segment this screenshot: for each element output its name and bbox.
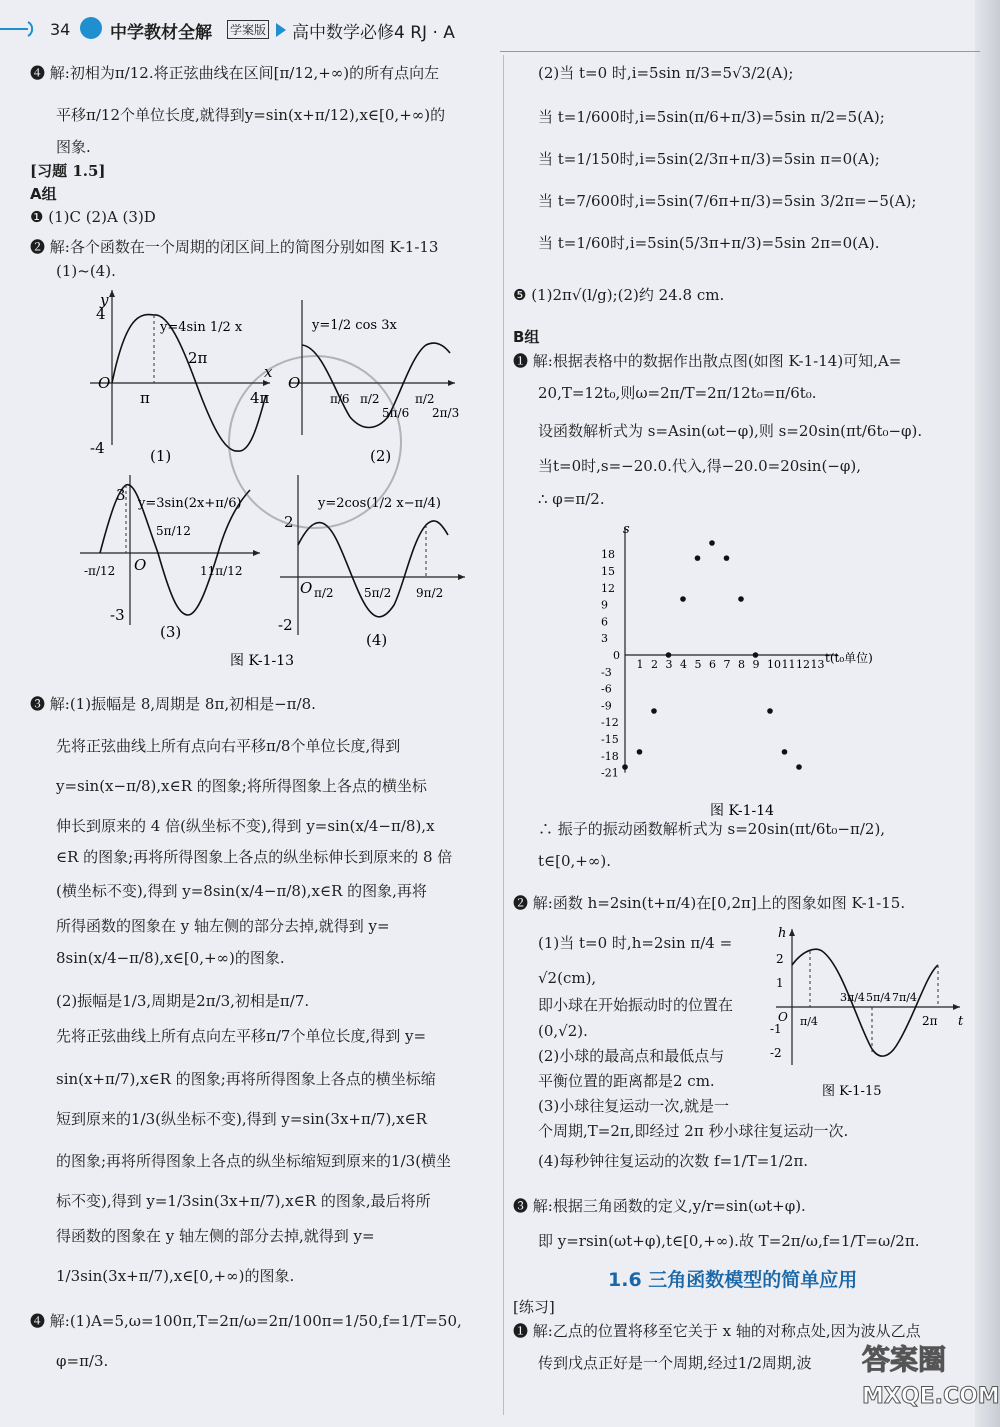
group-a-label: A组 (30, 185, 57, 203)
y-tick-label: 15 (601, 565, 615, 578)
y-tick: -2 (278, 616, 293, 634)
answer-line: φ=π/3. (56, 1352, 109, 1370)
x-tick: π/2 (415, 392, 435, 406)
y-tick: 4 (96, 305, 106, 323)
column-divider (503, 55, 504, 1415)
answer-line: 即小球在开始振动时的位置在 (538, 996, 734, 1014)
y-tick-label: -21 (601, 766, 619, 780)
data-point (753, 652, 759, 658)
answer-line: ❷ 解:函数 h=2sin(t+π/4)在[0,2π]上的图象如图 K-1-15. (513, 894, 906, 912)
x-tick-label: 12 (796, 658, 810, 671)
answer-line: 即 y=rsin(ωt+φ),t∈[0,+∞).故 T=2π/ω,f=1/T=ω/2π. (538, 1232, 920, 1250)
figure-k-1-15 (762, 925, 972, 1100)
answer-line: ∴ 振子的振动函数解析式为 s=20sin(πt/6t₀−π/2), (538, 820, 886, 838)
x-tick: 3π/4 (840, 991, 865, 1004)
x-tick: π/6 (330, 392, 350, 406)
book-title: 高中数学必修4 RJ · A (292, 23, 455, 43)
x-tick-label: 3 (665, 658, 673, 671)
corner-watermark-logo (862, 1338, 1000, 1418)
y-tick: -3 (110, 606, 125, 624)
answer-line: 平移π/12个单位长度,就得到y=sin(x+π/12),x∈[0,+∞)的 (56, 106, 446, 124)
answer-line: 8sin(x/4−π/8),x∈[0,+∞)的图象. (56, 949, 285, 967)
answer-line: 20,T=12t₀,则ω=2π/T=2π/12t₀=π/6t₀. (538, 384, 817, 402)
page-header (0, 14, 1000, 48)
x-tick: π/4 (800, 1015, 818, 1028)
answer-line: 当 t=7/600时,i=5sin(7/6π+π/3)=5sin 3/2π=−5(A); (538, 192, 917, 210)
answer-line: (2)小球的最高点和最低点与 (538, 1047, 725, 1065)
data-point (709, 540, 715, 546)
x-tick-label: 5 (694, 658, 702, 671)
y-tick-label: 18 (601, 548, 615, 562)
answer-line: 1/3sin(3x+π/7),x∈[0,+∞)的图象. (56, 1267, 295, 1285)
answer-line: ❸ 解:根据三角函数的定义,y/r=sin(ωt+φ). (513, 1197, 806, 1215)
origin-label: O (98, 374, 111, 392)
exercise-header: [习题 1.5] (30, 162, 106, 180)
y-tick-label: 3 (601, 632, 608, 646)
data-point (666, 652, 672, 658)
origin-label: O (134, 556, 147, 574)
answer-line: ❹ 解:初相为π/12.将正弦曲线在区间[π/12,+∞)的所有点向左 (30, 64, 440, 82)
answer-line: (4)每秒钟往复运动的次数 f=1/T=1/2π. (538, 1152, 809, 1170)
answer-line: (3)小球往复运动一次,就是一 (538, 1097, 730, 1115)
triangle-icon (276, 23, 286, 37)
series-title: 中学教材全解 (110, 23, 212, 43)
data-point (767, 708, 773, 714)
answer-line: 伸长到原来的 4 倍(纵坐标不变),得到 y=sin(x/4−π/8),x (56, 817, 435, 835)
x-tick: 5π/6 (382, 406, 410, 420)
y-axis-label: h (778, 926, 787, 941)
data-point (695, 555, 701, 561)
answer-line: (1)~(4). (56, 262, 116, 280)
answer-line: 得函数的图象在 y 轴左侧的部分去掉,就得到 y= (56, 1227, 375, 1245)
answer-line: 图象. (56, 138, 91, 156)
y-tick: 2 (284, 513, 294, 531)
answer-line: ❺ (1)2π√(l/g);(2)约 24.8 cm. (513, 286, 725, 304)
equation: y=3sin(2x+π/6) (138, 496, 242, 511)
figure-k-1-14-scatter (585, 515, 915, 820)
answer-line: t∈[0,+∞). (538, 852, 611, 870)
x-tick-label: 4 (680, 658, 687, 671)
x-axis-label: t (958, 1014, 964, 1029)
figure-caption: 图 K-1-14 (710, 803, 775, 819)
data-point (724, 555, 730, 561)
equation: y=4sin 1/2 x (160, 320, 243, 335)
x-axis-label: t(t₀单位) (825, 651, 873, 665)
y-tick-label: -15 (601, 733, 619, 746)
answer-line: 先将正弦曲线上所有点向右平移π/8个单位长度,得到 (56, 737, 401, 755)
answer-line: (1)当 t=0 时,h=2sin π/4 = (538, 934, 733, 952)
data-point (651, 708, 657, 714)
y-tick-label: -3 (601, 665, 612, 679)
x-axis-label: x (264, 363, 273, 381)
x-tick-label: 10 (767, 658, 781, 671)
figure-caption: 图 K-1-13 (230, 653, 295, 669)
x-tick: 5π/4 (866, 991, 891, 1004)
graph-label: (2) (370, 447, 392, 465)
x-tick-label: 6 (709, 658, 716, 671)
answer-line: 所得函数的图象在 y 轴左侧的部分去掉,就得到 y= (56, 917, 390, 935)
answer-line: 短到原来的1/3(纵坐标不变),得到 y=sin(3x+π/7),x∈R (56, 1110, 427, 1128)
answer-line: 当 t=1/150时,i=5sin(2/3π+π/3)=5sin π=0(A); (538, 150, 880, 168)
y-tick: 2 (776, 952, 784, 966)
answer-line: (横坐标不变),得到 y=8sin(x/4−π/8),x∈R 的图象,再将 (56, 882, 427, 900)
graph-3 (80, 475, 260, 641)
header-rule (500, 51, 980, 52)
y-tick-label: 6 (601, 615, 608, 629)
y-tick-label: 12 (601, 581, 615, 595)
y-tick: -1 (770, 1022, 782, 1036)
edition-badge: 学案版 (227, 20, 269, 39)
x-tick: 5π/12 (156, 524, 191, 538)
book-logo-icon (80, 17, 102, 39)
answer-line: (0,√2). (538, 1022, 588, 1040)
book-spine (975, 0, 1000, 1427)
x-tick: 2π (188, 349, 208, 367)
answer-line: ∈R 的图象;再将所得图象上各点的纵坐标伸长到原来的 8 倍 (56, 848, 453, 866)
answer-line: 传到戊点正好是一个周期,经过1/2周期,波 (538, 1354, 812, 1372)
graph-label: (1) (150, 447, 172, 465)
corner-logo-url: MXQE.COM (862, 1384, 1000, 1409)
data-point (622, 764, 628, 770)
x-tick: 4π (250, 389, 270, 407)
x-tick-label: 2 (651, 658, 658, 671)
x-tick-label: 1 (636, 658, 644, 671)
y-tick: 3 (116, 486, 126, 504)
answer-line: y=sin(x−π/8),x∈R 的图象;将所得图象上各点的横坐标 (56, 777, 427, 795)
x-tick: 7π/4 (892, 991, 917, 1004)
origin-label: O (300, 579, 313, 597)
x-tick: π (140, 389, 150, 407)
y-axis-label: s (623, 522, 630, 537)
answer-line: 标不变),得到 y=1/3sin(3x+π/7),x∈R 的图象,最后将所 (56, 1192, 431, 1210)
figure-caption: 图 K-1-15 (822, 1084, 882, 1099)
practice-header: [练习] (513, 1298, 555, 1316)
answer-line: ❸ 解:(1)振幅是 8,周期是 8π,初相是−π/8. (30, 695, 316, 713)
x-tick: π/2 (360, 392, 380, 406)
answer-line: (2)振幅是1/3,周期是2π/3,初相是π/7. (56, 992, 310, 1010)
y-axis-label: y (100, 291, 109, 309)
x-tick-label: 8 (738, 658, 745, 671)
corner-logo-text: 答案圈 (862, 1343, 947, 1376)
answer-line: 先将正弦曲线上所有点向左平移π/7个单位长度,得到 y= (56, 1027, 427, 1045)
data-point (782, 749, 788, 755)
answer-line: 当 t=1/60时,i=5sin(5/3π+π/3)=5sin 2π=0(A). (538, 234, 880, 252)
x-tick: 11π/12 (200, 564, 243, 578)
arrow-icon (0, 18, 40, 40)
y-tick: -2 (770, 1046, 782, 1060)
data-point (680, 596, 686, 602)
x-tick-label: 13 (810, 658, 825, 671)
answer-line: ❶ 解:乙点的位置将移至它关于 x 轴的对称点处,因为波从乙点 (513, 1322, 921, 1340)
page-number: 34 (50, 20, 71, 39)
answer-line: √2(cm), (538, 969, 597, 987)
y-tick-label: -18 (601, 749, 619, 763)
y-tick: 1 (776, 976, 784, 990)
data-point (738, 596, 744, 602)
answer-line: 平衡位置的距离都是2 cm. (538, 1072, 715, 1090)
x-tick: π/2 (314, 586, 334, 600)
x-tick-label: 7 (723, 658, 731, 671)
equation: y=2cos(1/2 x−π/4) (318, 496, 441, 511)
origin-label: O (288, 374, 301, 392)
answer-line: ❷ 解:各个函数在一个周期的闭区间上的简图分别如图 K-1-13 (30, 238, 439, 256)
origin-label: O (778, 1010, 788, 1024)
answer-line: 当 t=1/600时,i=5sin(π/6+π/3)=5sin π/2=5(A); (538, 108, 885, 126)
answer-line: ❶ 解:根据表格中的数据作出散点图(如图 K-1-14)可知,A= (513, 352, 902, 370)
x-tick-label: 9 (752, 658, 760, 671)
data-point (796, 764, 802, 770)
graph-label: (3) (160, 623, 182, 641)
x-tick: 9π/2 (416, 586, 444, 600)
data-point (637, 749, 643, 755)
origin-label: 0 (613, 649, 620, 662)
answer-line: ∴ φ=π/2. (538, 490, 605, 508)
x-tick: 2π/3 (432, 406, 460, 420)
x-tick: 2π (922, 1014, 938, 1028)
y-tick-label: -12 (601, 716, 619, 730)
answer-line: ❶ (1)C (2)A (3)D (30, 208, 156, 226)
group-b-label: B组 (513, 328, 540, 346)
answer-line: 当t=0时,s=−20.0.代入,得−20.0=20sin(−φ), (538, 457, 861, 475)
equation: y=1/2 cos 3x (312, 318, 397, 333)
answer-line: ❹ 解:(1)A=5,ω=100π,T=2π/ω=2π/100π=1/50,f=1/T=50, (30, 1312, 462, 1330)
answer-line: 设函数解析式为 s=Asin(ωt−φ),则 s=20sin(πt/6t₀−φ). (538, 422, 923, 440)
x-tick: 5π/2 (364, 586, 392, 600)
y-tick-label: -6 (601, 682, 612, 696)
y-tick-label: -9 (601, 699, 612, 713)
answer-line: (2)当 t=0 时,i=5sin π/3=5√3/2(A); (538, 64, 794, 82)
y-tick-label: 9 (601, 598, 608, 612)
answer-line: sin(x+π/7),x∈R 的图象;再将所得图象上各点的横坐标缩 (56, 1070, 436, 1088)
x-tick-label: 11 (781, 658, 796, 671)
answer-line: 个周期,T=2π,即经过 2π 秒小球往复运动一次. (538, 1122, 849, 1140)
graph-label: (4) (366, 631, 388, 649)
x-tick: -π/12 (84, 564, 116, 578)
answer-line: 的图象;再将所得图象上各点的纵坐标缩短到原来的1/3(横坐 (56, 1152, 452, 1170)
section-title: 1.6 三角函数模型的简单应用 (608, 1269, 858, 1291)
y-tick: -4 (90, 439, 105, 457)
